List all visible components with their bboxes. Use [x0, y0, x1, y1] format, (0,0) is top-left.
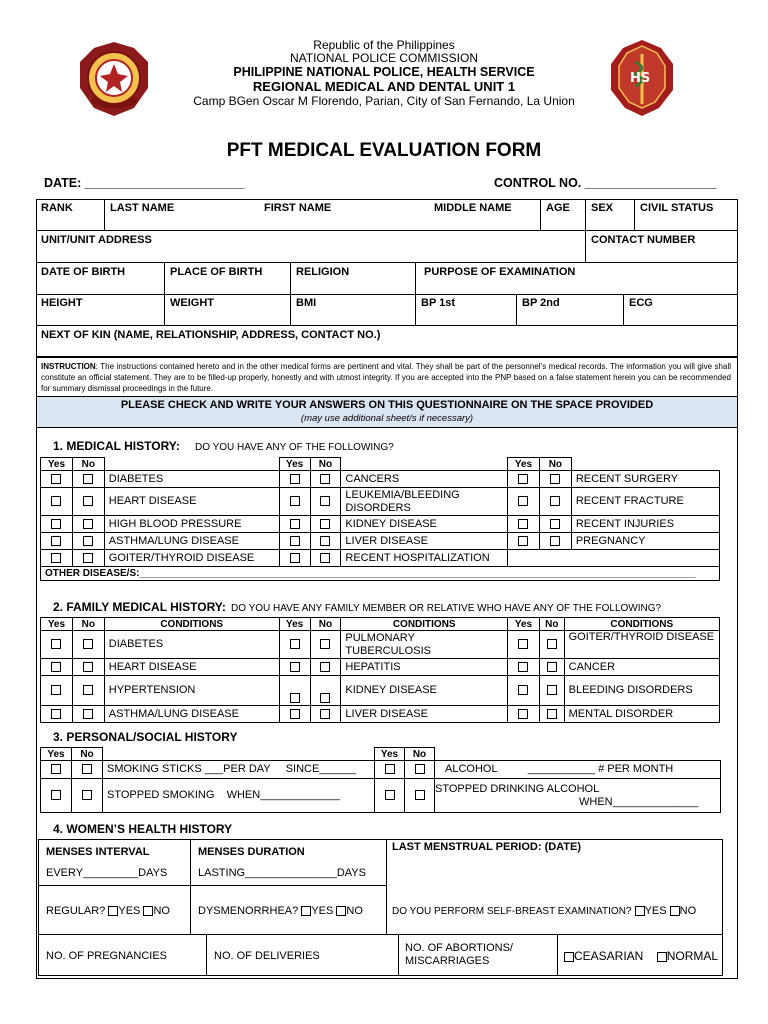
- condition-label: HEPATITIS: [341, 659, 508, 676]
- alcohol-field[interactable]: ALCOHOL ___________ # PER MONTH: [435, 761, 721, 779]
- yes-header: Yes: [41, 618, 73, 631]
- condition-label: HEART DISEASE: [104, 488, 279, 516]
- checkbox-yes[interactable]: [51, 474, 61, 484]
- checkbox-no[interactable]: [320, 536, 330, 546]
- stopped-drinking-cell: [435, 779, 721, 813]
- family-history-table: [40, 617, 720, 723]
- checkbox-no[interactable]: [83, 553, 93, 563]
- checkbox-yes[interactable]: [51, 790, 61, 800]
- checkbox-no[interactable]: [83, 685, 93, 695]
- checkbox-yes[interactable]: [290, 519, 300, 529]
- middle-name-field[interactable]: MIDDLE NAME: [434, 202, 512, 214]
- checkbox-yes[interactable]: [290, 709, 300, 719]
- checkbox-dysmenorrhea-no[interactable]: [336, 906, 346, 916]
- bp-first-field[interactable]: BP 1st: [421, 297, 456, 309]
- condition-label: GOITER/THYROID DISEASE: [104, 550, 279, 567]
- condition-label: LIVER DISEASE: [341, 533, 508, 550]
- checkbox-no[interactable]: [547, 639, 557, 649]
- checkbox-yes[interactable]: [51, 764, 61, 774]
- bmi-field[interactable]: BMI: [296, 297, 317, 309]
- banner-line-1: PLEASE CHECK AND WRITE YOUR ANSWERS ON THIS QUESTIONNAIRE ON THE SPACE PROVIDED: [120, 399, 654, 411]
- condition-label: HYPERTENSION: [104, 676, 279, 706]
- checkbox-yes[interactable]: [290, 639, 300, 649]
- checkbox-ceasarian[interactable]: [564, 952, 574, 962]
- header-line-republic: Republic of the Philippines: [313, 38, 455, 52]
- conditions-header: CONDITIONS: [104, 618, 279, 631]
- yes-label: YES: [311, 905, 334, 917]
- date-of-birth-field[interactable]: DATE OF BIRTH: [41, 266, 126, 278]
- instruction-block: INSTRUCTION: The instructions contained hereto and in the other medical forms are pertinent and vital. They shall be part of the personnel’s medical records. The information you will give shall constitute an official statement. They are to be filled-up properly, honestly and with utmost integrity. If you are accepted into the PNP based on a false statement herein you can be recommended for summary dismissal proceedings in the future.: [41, 362, 731, 393]
- social-history-heading: 3. PERSONAL/SOCIAL HISTORY: [53, 730, 238, 744]
- checkbox-no[interactable]: [83, 519, 93, 529]
- condition-label: PULMONARY TUBERCULOSIS: [341, 631, 508, 659]
- condition-label: BLEEDING DISORDERS: [564, 676, 719, 706]
- unit-address-field[interactable]: UNIT/UNIT ADDRESS: [41, 234, 152, 246]
- condition-label: RECENT SURGERY: [571, 471, 719, 488]
- checkbox-no[interactable]: [83, 662, 93, 672]
- pregnancies-field[interactable]: NO. OF PREGNANCIES: [46, 950, 168, 962]
- first-name-field[interactable]: FIRST NAME: [264, 202, 332, 214]
- weight-field[interactable]: WEIGHT: [170, 297, 214, 309]
- menses-duration-label: MENSES DURATION: [198, 846, 305, 858]
- condition-label: HEART DISEASE: [104, 659, 279, 676]
- bp-second-field[interactable]: BP 2nd: [522, 297, 560, 309]
- checkbox-yes[interactable]: [51, 496, 61, 506]
- conditions-header: CONDITIONS: [341, 618, 508, 631]
- header-line-unit: REGIONAL MEDICAL AND DENTAL UNIT 1: [252, 79, 516, 94]
- checkbox-no[interactable]: [83, 496, 93, 506]
- social-history-table: [40, 747, 721, 813]
- no-header: No: [310, 618, 341, 631]
- dysmenorrhea-label: DYSMENORRHEA?: [198, 905, 299, 917]
- checkbox-yes[interactable]: [518, 639, 528, 649]
- condition-label: HIGH BLOOD PRESSURE: [104, 516, 279, 533]
- checkbox-regular-yes[interactable]: [108, 906, 118, 916]
- instruction-text: The instructions contained hereto and in the other medical forms are pertinent and vital. They shall be part of the personnel’s medical records. The information you will give shall constitute an official statement. They are to be filled-up properly, honestly and with utmost integrity. If you are accepted into the PNP based on a false statement herein you can be recommended for summary dismissal proceedings in the future.: [41, 362, 731, 393]
- checkbox-yes[interactable]: [518, 474, 528, 484]
- no-header: No: [72, 748, 103, 761]
- family-history-heading: 2. FAMILY MEDICAL HISTORY:: [53, 600, 226, 614]
- checkbox-no[interactable]: [320, 709, 330, 719]
- checkbox-no[interactable]: [82, 790, 92, 800]
- health-service-logo: [607, 38, 677, 118]
- condition-label: GOITER/THYROID DISEASE: [564, 631, 719, 659]
- checkbox-no[interactable]: [415, 764, 425, 774]
- checkbox-no[interactable]: [83, 709, 93, 719]
- no-header: No: [539, 618, 564, 631]
- checkbox-no[interactable]: [550, 536, 560, 546]
- checkbox-yes[interactable]: [51, 662, 61, 672]
- yes-header: Yes: [41, 458, 73, 471]
- checkbox-yes[interactable]: [51, 639, 61, 649]
- form-title: PFT MEDICAL EVALUATION FORM: [226, 140, 542, 161]
- checkbox-yes[interactable]: [290, 553, 300, 563]
- checkbox-yes[interactable]: [51, 553, 61, 563]
- condition-label: DIABETES: [104, 471, 279, 488]
- stopped-drinking-when-field[interactable]: WHEN______________: [579, 795, 699, 808]
- checkbox-yes[interactable]: [518, 496, 528, 506]
- condition-label: CANCER: [564, 659, 719, 676]
- checkbox-yes[interactable]: [51, 709, 61, 719]
- religion-field[interactable]: RELIGION: [296, 266, 350, 278]
- checkbox-normal[interactable]: [657, 952, 667, 962]
- contact-number-field[interactable]: CONTACT NUMBER: [591, 234, 696, 246]
- stopped-drinking-label: STOPPED DRINKING ALCOHOL: [435, 782, 600, 795]
- header-line-address: Camp BGen Oscar M Florendo, Parian, City of San Fernando, La Union: [193, 94, 575, 108]
- condition-label: KIDNEY DISEASE: [341, 676, 508, 706]
- conditions-header: CONDITIONS: [564, 618, 719, 631]
- checkbox-yes[interactable]: [290, 474, 300, 484]
- condition-label: MENTAL DISORDER: [564, 706, 719, 723]
- deliveries-field[interactable]: NO. OF DELIVERIES: [214, 950, 320, 962]
- last-name-field[interactable]: LAST NAME: [110, 202, 175, 214]
- yes-label: YES: [118, 905, 141, 917]
- no-header: No: [310, 458, 341, 471]
- no-header: No: [539, 458, 571, 471]
- yes-header: Yes: [508, 618, 540, 631]
- rank-field[interactable]: RANK: [41, 202, 73, 214]
- breast-exam-question: [392, 905, 696, 918]
- ceasarian-label: CEASARIAN: [574, 949, 644, 963]
- checkbox-no[interactable]: [550, 496, 560, 506]
- yes-header: Yes: [41, 748, 72, 761]
- yes-header: Yes: [279, 618, 310, 631]
- yes-header: Yes: [279, 458, 310, 471]
- smoking-sticks-field[interactable]: SMOKING STICKS ___PER DAY SINCE______: [103, 761, 375, 779]
- delivery-type: [564, 950, 718, 963]
- checkbox-dysmenorrhea-yes[interactable]: [301, 906, 311, 916]
- pnp-logo: [78, 40, 150, 118]
- condition-label: CANCERS: [341, 471, 508, 488]
- logo-hs-text: HS: [630, 71, 651, 86]
- checkbox-no[interactable]: [320, 553, 330, 563]
- checkbox-yes[interactable]: [290, 536, 300, 546]
- height-field[interactable]: HEIGHT: [41, 297, 83, 309]
- next-of-kin-field[interactable]: NEXT OF KIN (NAME, RELATIONSHIP, ADDRESS, CONTACT NO.): [41, 329, 381, 341]
- stopped-smoking-field[interactable]: STOPPED SMOKING WHEN_____________: [103, 779, 375, 813]
- checkbox-yes[interactable]: [518, 685, 528, 695]
- condition-label: RECENT INJURIES: [571, 516, 719, 533]
- checkbox-yes[interactable]: [290, 693, 300, 703]
- checkbox-no[interactable]: [83, 536, 93, 546]
- medical-history-question: DO YOU HAVE ANY OF THE FOLLOWING?: [194, 442, 394, 453]
- checkbox-no[interactable]: [83, 474, 93, 484]
- no-label: NO: [679, 905, 697, 917]
- abortions-field[interactable]: NO. OF ABORTIONS/ MISCARRIAGES: [405, 942, 513, 967]
- date-field[interactable]: DATE: _______________________: [44, 176, 245, 190]
- ecg-field[interactable]: ECG: [629, 297, 653, 309]
- condition-label: ASTHMA/LUNG DISEASE: [104, 706, 279, 723]
- checkbox-no[interactable]: [415, 790, 425, 800]
- header-line-pnp: PHILIPPINE NATIONAL POLICE, HEALTH SERVICE: [233, 65, 535, 79]
- condition-label: KIDNEY DISEASE: [341, 516, 508, 533]
- checkbox-no[interactable]: [320, 519, 330, 529]
- other-diseases-field[interactable]: OTHER DISEASE/S:____________________________________________________________________________________________________: [41, 567, 720, 581]
- checkbox-yes[interactable]: [518, 536, 528, 546]
- checkbox-no[interactable]: [320, 474, 330, 484]
- no-label: NO: [346, 905, 363, 917]
- dysmenorrhea-question: [198, 905, 363, 918]
- checkbox-no[interactable]: [547, 685, 557, 695]
- checkbox-yes[interactable]: [51, 685, 61, 695]
- menses-interval-label: MENSES INTERVAL: [46, 846, 150, 858]
- checkbox-yes[interactable]: [518, 662, 528, 672]
- condition-label: DIABETES: [104, 631, 279, 659]
- checkbox-no[interactable]: [320, 693, 330, 703]
- regular-question: [46, 905, 170, 918]
- menses-interval-field[interactable]: EVERY_________DAYS: [46, 867, 168, 879]
- condition-label: ASTHMA/LUNG DISEASE: [104, 533, 279, 550]
- condition-label: PREGNANCY: [571, 533, 719, 550]
- condition-label: LIVER DISEASE: [341, 706, 508, 723]
- regular-label: REGULAR?: [46, 905, 106, 917]
- checkbox-no[interactable]: [550, 519, 560, 529]
- yes-label: YES: [644, 905, 667, 917]
- checkbox-no[interactable]: [320, 496, 330, 506]
- checkbox-yes[interactable]: [518, 519, 528, 529]
- checkbox-regular-no[interactable]: [143, 906, 153, 916]
- yes-header: Yes: [508, 458, 540, 471]
- condition-label: LEUKEMIA/BLEEDING DISORDERS: [341, 488, 508, 516]
- banner-line-2: (may use additional sheet/s if necessary): [300, 413, 474, 424]
- checkbox-yes[interactable]: [51, 519, 61, 529]
- header-line-napolcom: NATIONAL POLICE COMMISSION: [289, 51, 479, 65]
- checkbox-yes[interactable]: [518, 709, 528, 719]
- no-header: No: [72, 458, 104, 471]
- condition-label: RECENT HOSPITALIZATION: [341, 550, 508, 567]
- purpose-field[interactable]: PURPOSE OF EXAMINATION: [424, 266, 576, 278]
- no-header: No: [405, 748, 435, 761]
- instruction-label: INSTRUCTION: [41, 362, 96, 371]
- condition-label: RECENT FRACTURE: [571, 488, 719, 516]
- breast-exam-label: DO YOU PERFORM SELF-BREAST EXAMINATION?: [392, 906, 632, 917]
- medical-history-heading: 1. MEDICAL HISTORY:: [53, 439, 180, 453]
- checkbox-breast-exam-no[interactable]: [670, 906, 680, 916]
- age-field[interactable]: AGE: [546, 202, 570, 214]
- checkbox-no[interactable]: [82, 764, 92, 774]
- normal-label: NORMAL: [666, 949, 719, 963]
- yes-header: Yes: [375, 748, 405, 761]
- family-history-question: DO YOU HAVE ANY FAMILY MEMBER OR RELATIVE WHO HAVE ANY OF THE FOLLOWING?: [230, 603, 662, 614]
- answer-banner: [37, 396, 737, 428]
- sex-field[interactable]: SEX: [591, 202, 614, 214]
- checkbox-no[interactable]: [320, 639, 330, 649]
- checkbox-no[interactable]: [83, 639, 93, 649]
- no-label: NO: [153, 905, 170, 917]
- checkbox-breast-exam-yes[interactable]: [635, 906, 645, 916]
- place-of-birth-field[interactable]: PLACE OF BIRTH: [170, 266, 263, 278]
- medical-history-table: [40, 457, 720, 581]
- control-number-field[interactable]: CONTROL NO. ___________________: [494, 176, 717, 190]
- checkbox-yes[interactable]: [51, 536, 61, 546]
- checkbox-no[interactable]: [320, 662, 330, 672]
- checkbox-no[interactable]: [547, 709, 557, 719]
- checkbox-yes[interactable]: [290, 662, 300, 672]
- checkbox-yes[interactable]: [385, 790, 395, 800]
- menses-duration-field[interactable]: LASTING_______________DAYS: [198, 867, 366, 879]
- civil-status-field[interactable]: CIVIL STATUS: [640, 202, 714, 214]
- checkbox-no[interactable]: [547, 662, 557, 672]
- checkbox-yes[interactable]: [290, 496, 300, 506]
- womens-health-heading: 4. WOMEN’S HEALTH HISTORY: [53, 822, 233, 836]
- last-menstrual-period-field[interactable]: LAST MENSTRUAL PERIOD: (DATE): [392, 841, 582, 853]
- checkbox-yes[interactable]: [385, 764, 395, 774]
- no-header: No: [72, 618, 104, 631]
- checkbox-no[interactable]: [550, 474, 560, 484]
